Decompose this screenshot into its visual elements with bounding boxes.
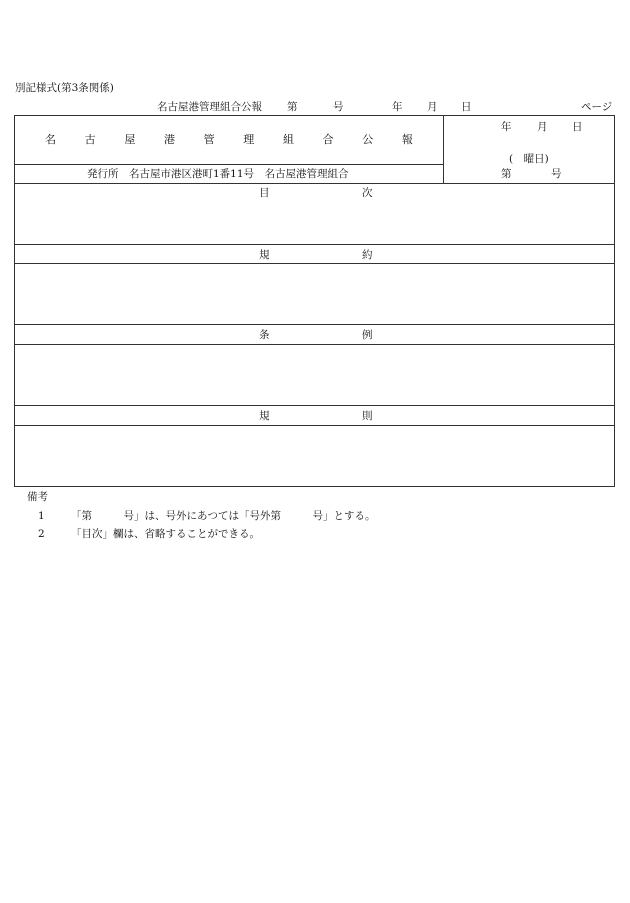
section-toc-left: 目 [259, 187, 270, 199]
section-rule [14, 344, 615, 345]
title-char: 名 [45, 133, 56, 146]
note-number: 1 [38, 510, 45, 522]
title-char: 港 [163, 133, 175, 146]
header-bottom-rule [14, 183, 615, 184]
form-label: 別記様式(第3条関係) [15, 82, 114, 94]
gazette-title [45, 134, 413, 146]
header-divider-publisher [14, 164, 443, 165]
right-weekday: ( 曜日) [509, 153, 549, 165]
right-year: 年 [501, 121, 512, 133]
section-jourei-right: 例 [362, 329, 373, 341]
title-char: 管 [203, 133, 215, 146]
section-toc-right: 次 [362, 187, 373, 199]
issue-gou: 号 [333, 101, 344, 113]
header-month: 月 [427, 101, 438, 113]
title-char: 理 [243, 133, 255, 146]
gazette-name: 名古屋港管理組合公報 [157, 101, 262, 113]
right-number-gou: 号 [551, 168, 562, 180]
right-day: 日 [572, 121, 583, 133]
note-text: 「第 号」は、号外にあつては「号外第 号」とする。 [71, 510, 376, 522]
section-rule [14, 425, 615, 426]
section-rule [14, 263, 615, 264]
section-kisoku-left: 規 [259, 410, 270, 422]
publisher-address: 発行所 名古屋市港区港町1番11号 名古屋港管理組合 [87, 168, 349, 180]
header-divider-vertical [443, 115, 444, 183]
title-char: 屋 [124, 133, 136, 146]
section-rule [14, 324, 615, 325]
right-number-dai: 第 [501, 168, 512, 180]
title-char: 合 [322, 133, 334, 146]
header-page: ページ [581, 101, 613, 113]
header-year: 年 [392, 101, 403, 113]
title-char: 組 [282, 133, 294, 146]
title-char: 報 [401, 133, 413, 146]
section-rule [14, 244, 615, 245]
header-day: 日 [461, 101, 472, 113]
section-rule [14, 405, 615, 406]
section-jourei-left: 条 [259, 329, 270, 341]
note-text: 「目次」欄は、省略することができる。 [71, 528, 260, 540]
section-kisoku-right: 則 [362, 410, 373, 422]
issue-dai: 第 [287, 101, 298, 113]
note-number: 2 [38, 528, 45, 540]
section-kiyaku-right: 約 [362, 249, 373, 261]
title-char: 古 [84, 133, 96, 146]
section-kiyaku-left: 規 [259, 249, 270, 261]
title-char: 公 [362, 133, 374, 146]
notes-heading: 備考 [27, 491, 48, 503]
right-month: 月 [537, 121, 548, 133]
